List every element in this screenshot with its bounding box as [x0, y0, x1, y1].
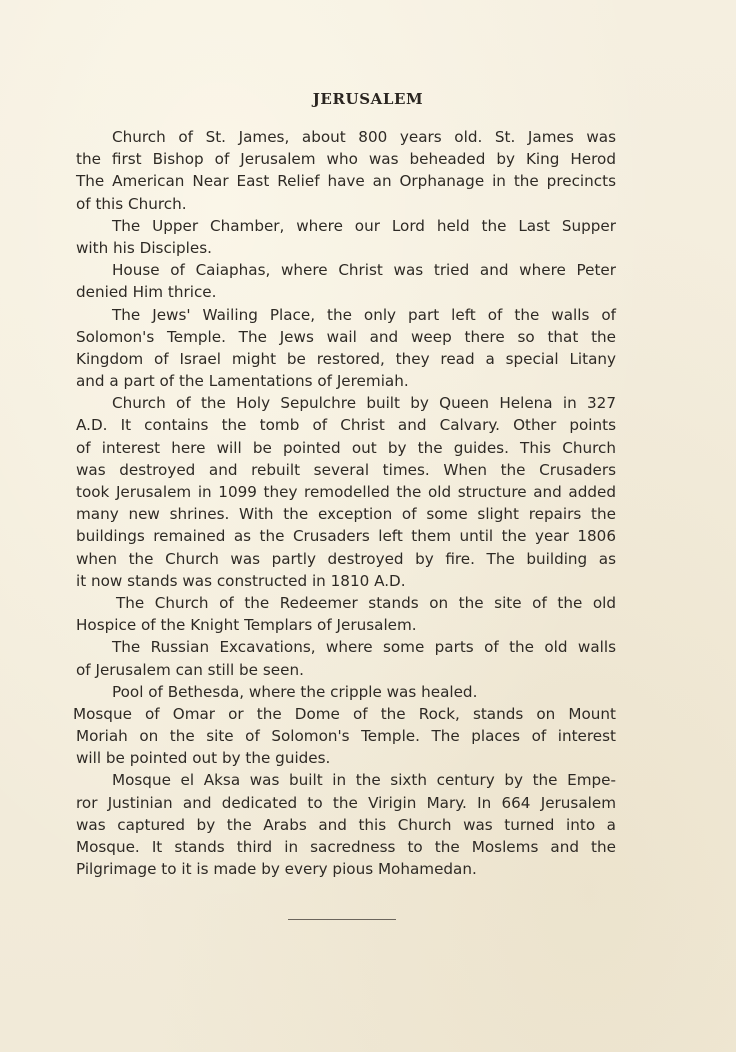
text-line: The Russian Excavations, where some parts of the old walls — [112, 638, 616, 657]
text-line: of interest here will be pointed out by the guides. This Church — [76, 438, 616, 457]
text-line: The American Near East Relief have an Orphanage in the precincts — [76, 172, 616, 191]
text-line: Pilgrimage to it is made by every pious Mohamedan. — [76, 860, 477, 879]
body-text — [73, 126, 616, 880]
text-line: A.D. It contains the tomb of Christ and Calvary. Other points — [76, 416, 616, 435]
text-line: it now stands was constructed in 1810 A.D. — [76, 571, 406, 590]
page-title: JERUSALEM — [312, 90, 424, 108]
text-line: Hospice of the Knight Templars of Jerusalem. — [76, 616, 417, 635]
text-line: Church of St. James, about 800 years old. St. James was — [112, 128, 616, 146]
text-line: many new shrines. With the exception of some slight repairs the — [76, 505, 616, 524]
text-line: when the Church was partly destroyed by fire. The building as — [76, 549, 616, 568]
text-line: and a part of the Lamentations of Jeremiah. — [76, 372, 409, 391]
text-line: took Jerusalem in 1099 they remodelled the old structure and added — [76, 483, 616, 501]
text-line: Mosque. It stands third in sacredness to the Moslems and the — [76, 838, 616, 856]
text-line: was destroyed and rebuilt several times. When the Crusaders — [76, 460, 616, 479]
text-line: Church of the Holy Sepulchre built by Queen Helena in 327 — [112, 394, 616, 413]
text-line: was captured by the Arabs and this Church was turned into a — [76, 815, 616, 834]
text-line: The Church of the Redeemer stands on the site of the old — [116, 593, 616, 612]
text-line: of this Church. — [76, 194, 187, 213]
text-line: the first Bishop of Jerusalem who was beheaded by King Herod — [76, 150, 616, 169]
text-line: buildings remained as the Crusaders left them until the year 1806 — [76, 527, 616, 546]
text-line: Moriah on the site of Solomon's Temple. The places of interest — [76, 727, 616, 746]
text-line: Mosque el Aksa was built in the sixth century by the Empe- — [112, 771, 616, 790]
text-line: Solomon's Temple. The Jews wail and weep there so that the — [76, 327, 616, 346]
text-line: The Upper Chamber, where our Lord held the Last Supper — [112, 216, 616, 235]
text-line: The Jews' Wailing Place, the only part left of the walls of — [112, 305, 616, 324]
closing-rule — [288, 919, 396, 920]
text-line: denied Him thrice. — [76, 283, 217, 302]
text-line: Pool of Bethesda, where the cripple was healed. — [112, 682, 478, 701]
text-line: Kingdom of Israel might be restored, they read a special Litany — [76, 349, 616, 368]
text-line: Mosque of Omar or the Dome of the Rock, stands on Mount — [73, 704, 616, 723]
text-line: ror Justinian and dedicated to the Virigin Mary. In 664 Jerusalem — [76, 793, 616, 812]
text-line: will be pointed out by the guides. — [76, 749, 331, 768]
text-line: House of Caiaphas, where Christ was tried and where Peter — [112, 261, 616, 280]
text-line: with his Disciples. — [76, 238, 212, 257]
text-line: of Jerusalem can still be seen. — [76, 660, 304, 679]
